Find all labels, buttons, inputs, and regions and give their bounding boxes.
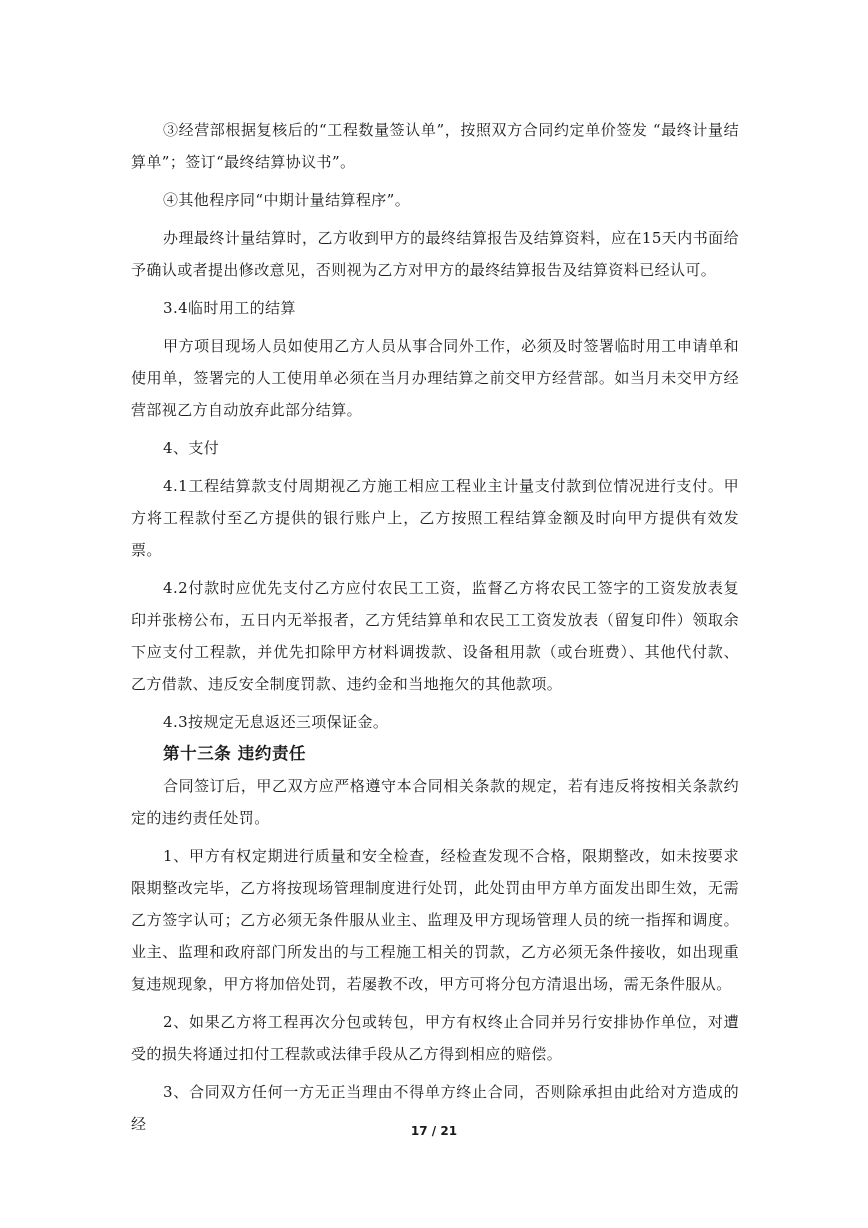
- paragraph-payment-4-2: 4.2付款时应优先支付乙方应付农民工工资，监督乙方将农民工签字的工资发放表复印并张榜公布，五日内无举报者，乙方凭结算单和农民工工资发放表（留复印件）领取余下应支付工程款，并优先扣除甲方材料调拨款、设备租用款（或台班费）、其他代付款、乙方借款、违反安全制度罚款、违约金和当地拖欠的其他款项。: [131, 579, 739, 693]
- paragraph-payment-4-1: 4.1工程结算款支付周期视乙方施工相应工程业主计量支付款到位情况进行支付。甲方将工程款付至乙方提供的银行账户上，乙方按照工程结算金额及时向甲方提供有效发票。: [131, 477, 739, 559]
- paragraph-breach-item-3: 3、合同双方任何一方无正当理由不得单方终止合同，否则除承担由此给对方造成的经: [131, 1083, 739, 1133]
- paragraph-breach-item-1: 1、甲方有权定期进行质量和安全检查，经检查发现不合格，限期整改，如未按要求限期整改完毕，乙方将按现场管理制度进行处罚，此处罚由甲方单方面发出即生效，无需乙方签字认可；乙方必须无条件服从业主、监理及甲方现场管理人员的统一指挥和调度。业主、监理和政府部门所发出的与工程施工相关的罚款，乙方必须无条件接收，如出现重复违规现象，甲方将加倍处罚，若屡教不改，甲方可将分包方清退出场，需无条件服从。: [131, 847, 739, 993]
- section-heading-breach-liability: 第十三条 违约责任: [163, 744, 307, 763]
- paragraph-final-settlement-step-4: ④其他程序同“中期计量结算程序”。: [163, 191, 411, 209]
- paragraph-final-settlement-step-3: ③经营部根据复核后的“工程数量签认单”，按照双方合同约定单价签发 “最终计量结算单”；签订“最终结算协议书”。: [131, 121, 739, 171]
- page-body: [131, 114, 739, 1140]
- paragraph-breach-intro: 合同签订后，甲乙双方应严格遵守本合同相关条款的规定，若有违反将按相关条款约定的违约责任处罚。: [131, 777, 739, 827]
- paragraph-breach-item-2: 2、如果乙方将工程再次分包或转包，甲方有权终止合同并另行安排协作单位，对遭受的损失将通过扣付工程款或法律手段从乙方得到相应的赔偿。: [131, 1013, 739, 1063]
- paragraph-final-settlement-confirmation: 办理最终计量结算时，乙方收到甲方的最终结算报告及结算资料，应在15天内书面给予确认或者提出修改意见，否则视为乙方对甲方的最终结算报告及结算资料已经认可。: [131, 229, 739, 279]
- paragraph-payment-4-3: 4.3按规定无息返还三项保证金。: [163, 713, 389, 731]
- page-number: 17 / 21: [410, 1124, 458, 1138]
- subheading-temporary-labor-settlement: 3.4临时用工的结算: [163, 299, 296, 317]
- paragraph-temporary-labor: 甲方项目现场人员如使用乙方人员从事合同外工作，必须及时签署临时用工申请单和使用单，签署完的人工使用单必须在当月办理结算之前交甲方经营部。如当月未交甲方经营部视乙方自动放弃此部分结算。: [131, 337, 739, 419]
- subheading-payment: 4、支付: [163, 439, 220, 457]
